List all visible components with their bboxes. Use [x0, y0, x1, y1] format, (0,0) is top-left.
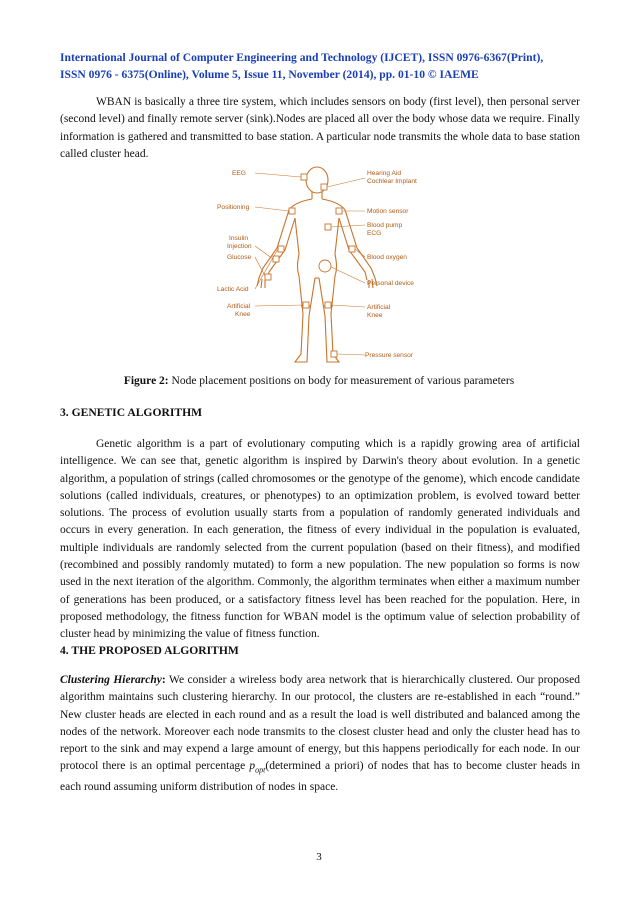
leader-lines	[255, 173, 365, 355]
label-pressure-sensor: Pressure sensor	[365, 352, 414, 359]
section4-text-part2: (determined a priori) of nodes that has to become cluster heads in each round assuming uniform distribution of nodes in space.	[60, 760, 580, 794]
label-motion-sensor: Motion sensor	[367, 208, 409, 215]
label-positioning: Positioning	[217, 204, 250, 211]
label-knee-left: Knee	[235, 311, 251, 318]
journal-header	[60, 49, 580, 83]
section4-text-part1: We consider a wireless body area network that is hierarchically clustered. Our proposed algorithm maintains such clustering hierarchy. In our protocol, the clusters are re-established in each “round.” New cluster heads are elected in each round and as a result the load is well distributed and balanced among the nodes of the network. Moreover each node transmits to the closest cluster head and only the cluster head has to report to the sink and may expend a large amount of energy, but this happens periodically for each node. In our protocol there is an optimal percentage	[60, 674, 580, 773]
label-blood-oxygen: Blood oxygen	[367, 254, 407, 261]
label-personal-device: Personal device	[367, 280, 414, 287]
label-cochlear-implant: Cochlear Implant	[367, 178, 417, 185]
label-knee-right: Knee	[367, 312, 383, 319]
figure-labels	[217, 170, 417, 359]
label-artificial-left: Artificial	[227, 303, 251, 310]
body-sensor-figure	[215, 166, 433, 370]
figure-caption	[0, 375, 638, 387]
sensor-nodes	[265, 174, 355, 357]
label-glucose: Glucose	[227, 254, 252, 261]
label-ecg: ECG	[367, 230, 382, 237]
section4-paragraph	[60, 672, 580, 796]
lead-colon: :	[161, 674, 166, 686]
label-blood-pump: Blood pump	[367, 222, 403, 229]
human-body-outline	[257, 167, 377, 362]
intro-paragraph: WBAN is basically a three tire system, which includes sensors on body (first level), then personal server (second level) and finally remote server (sink).Nodes are placed all over the body whose data we require. Finally information is gathered and transmitted to base station. A particular node transmits the whole data to base station called cluster head.	[60, 96, 580, 160]
clustering-hierarchy-lead: Clustering Hierarchy	[60, 674, 162, 686]
journal-header-line2: ISSN 0976 - 6375(Online), Volume 5, Issue 11, November (2014), pp. 01-10 © IAEME	[60, 68, 479, 81]
label-artificial-right: Artificial	[367, 304, 391, 311]
section4-heading: 4. THE PROPOSED ALGORITHM	[60, 644, 239, 657]
label-eeg: EEG	[232, 170, 246, 177]
figure-caption-label: Figure 2:	[123, 375, 169, 387]
page-number: 3	[316, 851, 322, 863]
label-insulin: Insulin	[229, 235, 249, 242]
var-p-subscript: opt	[255, 765, 266, 775]
section3-paragraph: Genetic algorithm is a part of evolutionary computing which is a rapidly growing area of artificial intelligence. We can see that, genetic algorithm is inspired by Darwin's theory about evolution. In a genetic algorithm, a population of strings (called chromosomes or the genotype of the genome), which encode candidate solutions (called individuals, creatures, or phenotypes) to an optimization problem, is evolved toward better solutions. The process of evolution usually starts from a population of randomly generated individuals and occurs in every generation. In each generation, the fitness of every individual in the population is evaluated, multiple individuals are randomly selected from the current population (based on their fitness), and modified (recombined and possibly randomly mutated) to form a new population. The new population so forms is now used in the next iteration of the algorithm. Commonly, the algorithm terminates when either a maximum number of generations has been produced, or a satisfactory fitness level has been reached for the population. Here, in proposed methodology, the fitness function for WBAN model is the optimum value of selection probability of cluster head by minimizing the value of fitness function.	[60, 438, 580, 641]
journal-header-line1: International Journal of Computer Engineering and Technology (IJCET), ISSN 0976-6367(Print),	[60, 51, 544, 64]
var-p: p	[249, 760, 256, 773]
label-hearing-aid: Hearing Aid	[367, 170, 402, 177]
section3-heading: 3. GENETIC ALGORITHM	[60, 406, 203, 419]
label-injection: Injection	[227, 243, 252, 250]
figure-caption-text: Node placement positions on body for measurement of various parameters	[168, 375, 515, 387]
label-lactic-acid: Lactic Acid	[217, 286, 249, 293]
